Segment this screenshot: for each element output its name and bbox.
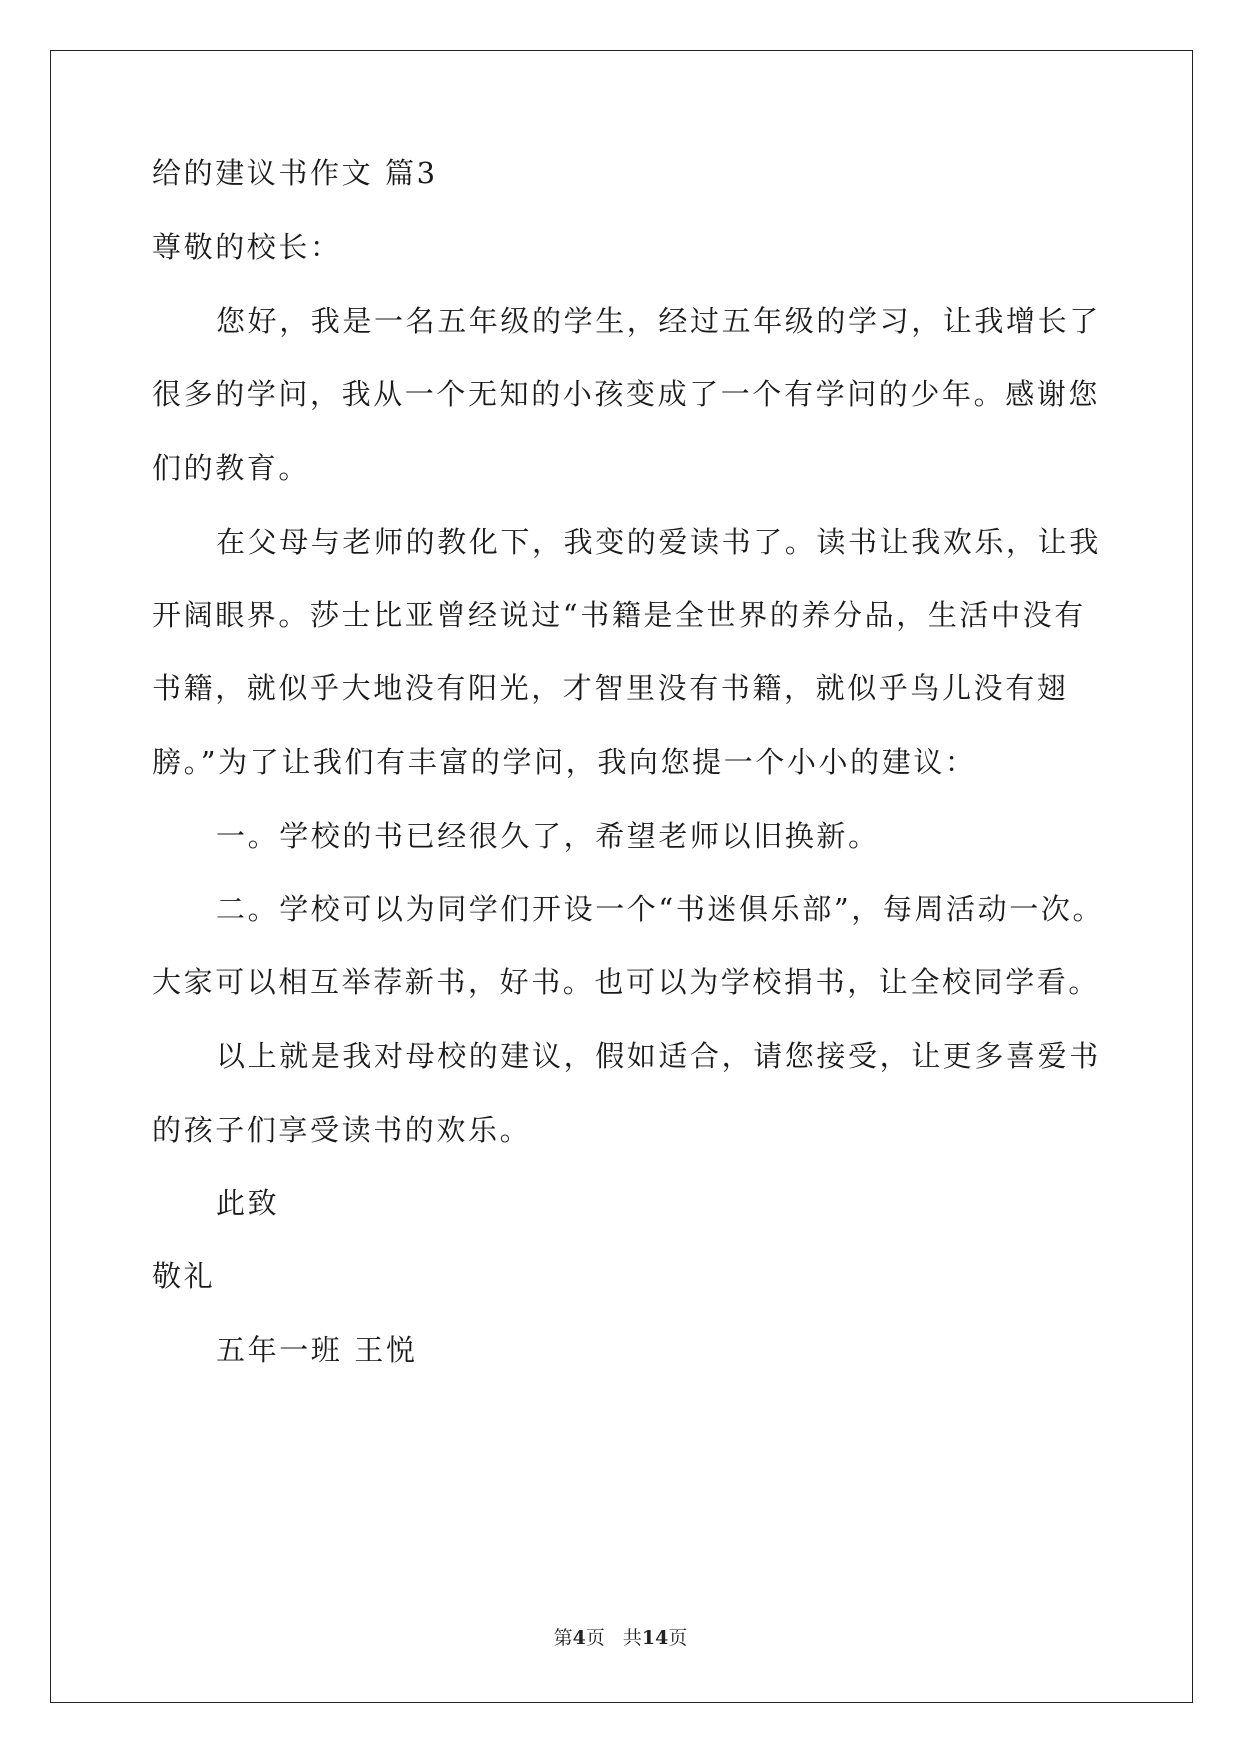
paragraph-line: 您好，我是一名五年级的学生，经过五年级的学习，让我增长了	[216, 304, 1101, 338]
page-number: 4	[572, 1627, 586, 1649]
paragraph-line: 二。学校可以为同学们开设一个“书迷俱乐部”，每周活动一次。	[216, 892, 1105, 926]
paragraph-line: 在父母与老师的教化下，我变的爱读书了。读书让我欢乐，让我	[216, 525, 1101, 559]
salutation: 尊敬的校长：	[152, 230, 342, 264]
signature: 五年一班 王悦	[216, 1333, 418, 1367]
closing-line: 此致	[216, 1186, 280, 1220]
paragraph-line: 开阔眼界。莎士比亚曾经说过“书籍是全世界的养分品，生活中没有	[152, 598, 1086, 632]
document-title: 给的建议书作文 篇3	[152, 156, 438, 190]
total-pages: 14	[641, 1627, 669, 1649]
paragraph-line: 书籍，就似乎大地没有阳光，才智里没有书籍，就似乎鸟儿没有翅	[152, 671, 1069, 705]
total-prefix: 共	[622, 1627, 642, 1649]
page-border	[50, 50, 1193, 1703]
paragraph-line: 们的教育。	[152, 451, 311, 485]
closing-regards: 敬礼	[152, 1259, 216, 1293]
page-footer	[0, 1626, 1241, 1650]
paragraph-line: 大家可以相互举荐新书，好书。也可以为学校捐书，让全校同学看。	[152, 965, 1101, 999]
total-suffix: 页	[668, 1627, 688, 1649]
paragraph-line: 一。学校的书已经很久了，希望老师以旧换新。	[216, 819, 880, 853]
paragraph-line: 很多的学问，我从一个无知的小孩变成了一个有学问的少年。感谢您	[152, 377, 1101, 411]
page-prefix: 第	[553, 1627, 573, 1649]
paragraph-line: 以上就是我对母校的建议，假如适合，请您接受，让更多喜爱书	[216, 1039, 1101, 1073]
paragraph-line: 的孩子们享受读书的欢乐。	[152, 1113, 532, 1147]
paragraph-line: 膀。”为了让我们有丰富的学问，我向您提一个小小的建议：	[152, 745, 977, 779]
page-suffix: 页	[585, 1627, 605, 1649]
